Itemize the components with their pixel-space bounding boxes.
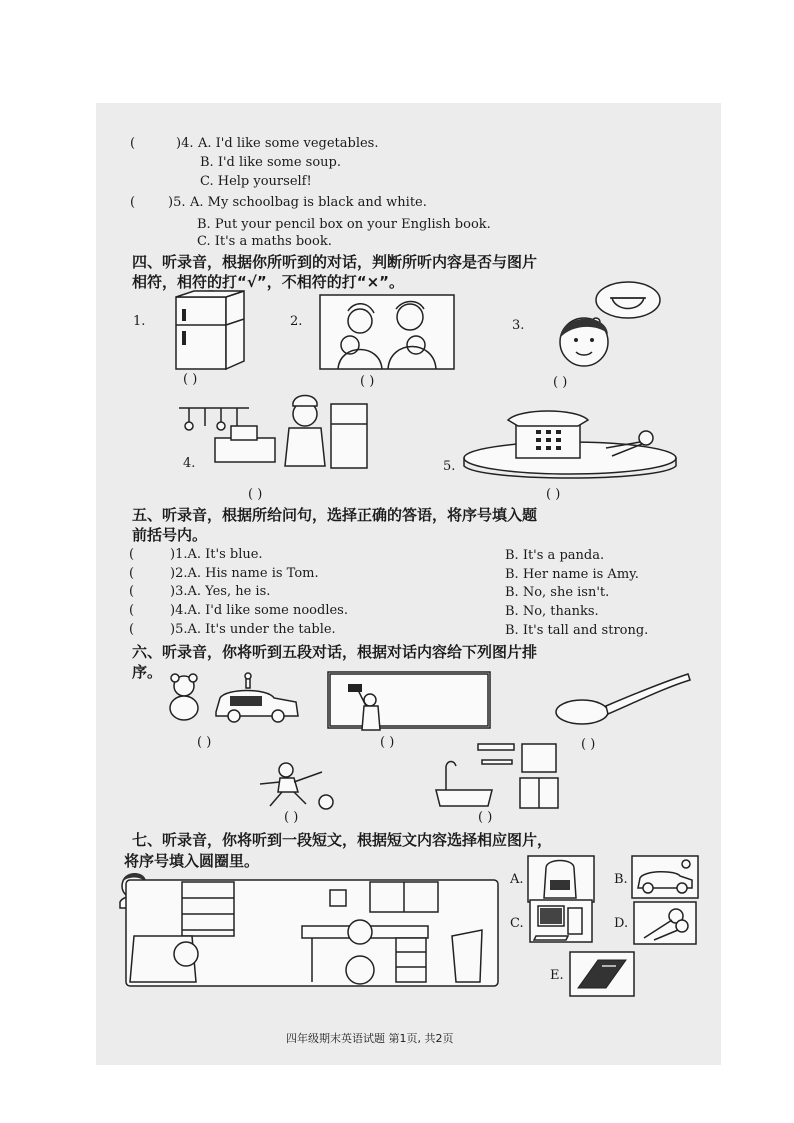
q4-option-c: C. Help yourself! xyxy=(200,174,312,189)
part5-q3-option-a: )3.A. Yes, he is. xyxy=(170,584,271,599)
q5-option-a: A. My schoolbag is black and white. xyxy=(190,195,427,210)
part4-item-4-number: 4. xyxy=(183,456,196,471)
part7-option-c-label: C. xyxy=(510,916,524,931)
telephone-and-keys-on-table-picture xyxy=(460,410,680,490)
part7-option-b-label: B. xyxy=(614,872,628,887)
q5-option-b: B. Put your pencil box on your English book. xyxy=(197,217,491,232)
part5-q2-option-b: B. Her name is Amy. xyxy=(505,567,639,582)
fridge-picture xyxy=(172,291,250,371)
teddy-bear-and-toy-car-picture xyxy=(160,672,302,724)
part5-q2-option-a: )2.A. His name is Tom. xyxy=(170,566,319,581)
part5-q1-option-a: )1.A. It's blue. xyxy=(170,547,263,562)
part5-q5-option-b: B. It's tall and strong. xyxy=(505,623,649,638)
part5-q4-option-a: )4.A. I'd like some noodles. xyxy=(170,603,348,618)
boy-thinking-of-soup-picture xyxy=(550,280,670,375)
part6-title-line2: 序。 xyxy=(132,663,163,681)
part4-item-5-bracket[interactable]: ( ) xyxy=(546,487,561,502)
living-room-scene-picture xyxy=(116,872,502,990)
part7-option-d-label: D. xyxy=(614,916,629,931)
schoolbag-picture[interactable] xyxy=(526,854,596,904)
part6-item-toys-bracket[interactable]: ( ) xyxy=(197,735,212,750)
bathroom-picture xyxy=(434,742,564,812)
book-picture[interactable] xyxy=(568,950,636,998)
q5-number: )5. xyxy=(168,195,186,210)
computer-picture[interactable] xyxy=(528,898,594,944)
boy-playing-football-picture xyxy=(254,762,338,812)
part4-item-5-number: 5. xyxy=(443,459,456,474)
page-footer: 四年级期末英语试题 第1页, 共2页 xyxy=(286,1032,454,1045)
part4-item-3-number: 3. xyxy=(512,318,525,333)
q4-open-paren: ( xyxy=(130,136,136,151)
part6-item-spoon-bracket[interactable]: ( ) xyxy=(581,737,596,752)
q4-option-b: B. I'd like some soup. xyxy=(200,155,341,170)
q5-open-paren: ( xyxy=(130,195,136,210)
part5-q1-option-b: B. It's a panda. xyxy=(505,548,605,563)
part4-title-line1: 四、听录音，根据你所听到的对话，判断所听内容是否与图片 xyxy=(132,253,538,271)
chef-cooking-in-kitchen-picture xyxy=(175,398,385,478)
part5-q5-paren: ( xyxy=(129,622,135,637)
part5-q4-option-b: B. No, thanks. xyxy=(505,604,599,619)
boy-at-blackboard-picture xyxy=(326,670,492,736)
part5-title-line1: 五、听录音，根据所给问句，选择正确的答语，将序号填入题 xyxy=(132,506,538,524)
spoon-picture xyxy=(554,668,692,728)
part5-q4-paren: ( xyxy=(129,603,135,618)
keys-picture[interactable] xyxy=(632,900,698,946)
part4-item-2-number: 2. xyxy=(290,314,303,329)
part6-item-bathroom-bracket[interactable]: ( ) xyxy=(478,810,493,825)
part6-item-football-bracket[interactable]: ( ) xyxy=(284,810,299,825)
family-portrait-picture xyxy=(318,293,458,373)
part5-q3-option-b: B. No, she isn't. xyxy=(505,585,610,600)
part4-title-line2: 相符，相符的打“√”，不相符的打“×”。 xyxy=(132,273,405,291)
toy-car-picture[interactable] xyxy=(630,854,700,900)
part5-q3-paren: ( xyxy=(129,584,135,599)
part7-option-e-label: E. xyxy=(550,968,564,983)
part4-item-4-bracket[interactable]: ( ) xyxy=(248,487,263,502)
q4-option-a: A. I'd like some vegetables. xyxy=(198,136,379,151)
q4-number: )4. xyxy=(176,136,194,151)
part4-item-1-number: 1. xyxy=(133,314,146,329)
part7-title-line2: 将序号填入圆圈里。 xyxy=(124,852,260,870)
part4-item-3-bracket[interactable]: ( ) xyxy=(553,375,568,390)
part7-title-line1: 七、听录音，你将听到一段短文，根据短文内容选择相应图片， xyxy=(132,831,553,849)
part5-q2-paren: ( xyxy=(129,566,135,581)
part6-item-blackboard-bracket[interactable]: ( ) xyxy=(380,735,395,750)
q5-option-c: C. It's a maths book. xyxy=(197,234,332,249)
part5-q1-paren: ( xyxy=(129,547,135,562)
part4-item-1-bracket[interactable]: ( ) xyxy=(183,372,198,387)
part6-title-line1: 六、听录音，你将听到五段对话，根据对话内容给下列图片排 xyxy=(132,643,538,661)
part5-title-line2: 前括号内。 xyxy=(132,526,208,544)
part5-q5-option-a: )5.A. It's under the table. xyxy=(170,622,336,637)
part7-option-a-label: A. xyxy=(510,872,524,887)
part4-item-2-bracket[interactable]: ( ) xyxy=(360,374,375,389)
